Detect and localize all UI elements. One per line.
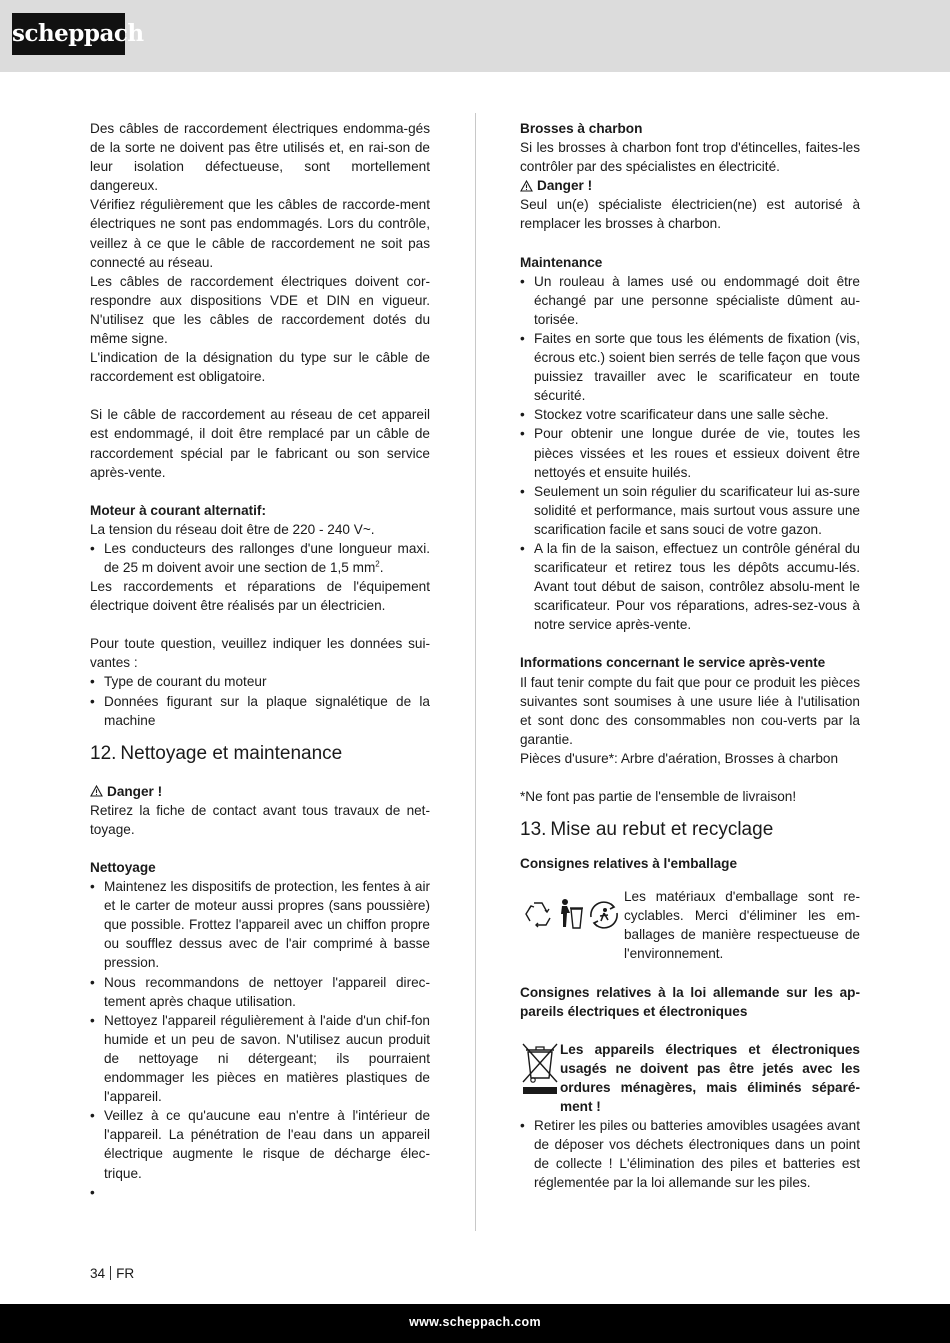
paragraph: Des câbles de raccordement électriques endomma-gés de la sorte ne doivent pas être utilisés et, en rai-son de leur isolation défectueuse, sont mortellement dangereux. — [90, 121, 430, 194]
recycle-icon — [526, 903, 550, 927]
list-item: • Pour obtenir une longue durée de vie, toutes les pièces vissées et les roues et essieux doivent être nettoyés et ensuite huilés. — [520, 424, 860, 481]
weee-text: Les appareils électriques et électroniques usagés ne doivent pas être jetés avec les ordures ménagères, mais éliminés séparé-ment ! — [560, 1041, 860, 1115]
list-item — [90, 1183, 430, 1202]
list-item: • A la fin de la saison, effectuez un contrôle général du scarificateur et retirez tous les dépôts accumu-lés. Avant tout début de saison, contrôlez absolu-ment le scarificateur. Pour vos réparations, adres-sez-vous à notre service après-vente. — [520, 539, 860, 634]
wear-parts: Pièces d'usure*: Arbre d'aération, Brosses à charbon — [520, 750, 839, 766]
list-item: • Un rouleau à lames usé ou endommagé doit être échangé par une personne spécialiste dûment au-torisée. — [520, 272, 860, 329]
recycle-person-icon — [591, 902, 617, 928]
packaging-block — [520, 887, 860, 963]
list-item: • Type de courant du moteur — [90, 672, 430, 691]
list-item: • Maintenez les dispositifs de protection, les fentes à air et le carter de moteur aussi propres (sans poussière) que possible. Frottez l'appareil avec un chiffon propre ou soufflez dessus avec de l'air comprimé à basse pression. — [90, 877, 430, 972]
paragraph: Les câbles de raccordement électriques doivent cor-respondre aux dispositions VDE et DIN en vigueur. N'utilisez que les câbles de raccordement dotés du même signe. — [90, 273, 430, 347]
column-divider — [475, 113, 476, 1231]
section-13-heading: 13. Mise au rebut et recyclage — [520, 819, 774, 841]
maintenance-heading: Maintenance — [520, 254, 603, 270]
paragraph: Si le câble de raccordement au réseau de cet appareil est endommagé, il doit être remplacé par un câble de raccordement spécial par le fabricant ou son service après-vente. — [90, 407, 430, 480]
page-number: 34 — [90, 1266, 106, 1281]
paragraph: Les raccordements et réparations de l'équipement électrique doivent être réalisés par un électricien. — [90, 579, 430, 614]
battery-list — [520, 1116, 860, 1192]
list-item: • Faites en sorte que tous les éléments de fixation (vis, écrous etc.) soient bien serrés de telle façon que vous puissiez travailler avec le scarificateur en toute sécurité. — [520, 329, 860, 405]
language-code: FR — [116, 1266, 135, 1281]
weee-block — [520, 1040, 860, 1116]
paragraph: Il faut tenir compte du fait que pour ce produit les pièces suivantes sont soumises à une usure liée à l'utilisation et sont donc des consommables non cou-verts par la garantie. — [520, 674, 860, 747]
left-column — [90, 119, 430, 1202]
packaging-text: Les matériaux d'emballage sont re-cyclables. Merci d'éliminer les em-ballages de manière respectueuse de l'environnement. — [624, 889, 860, 962]
packaging-heading: Consignes relatives à l'emballage — [520, 856, 738, 872]
right-column — [520, 119, 860, 1193]
not-included-note: *Ne font pas partie de l'ensemble de livraison! — [520, 789, 797, 804]
warning-triangle-icon — [520, 180, 533, 192]
danger-warning: Danger ! — [90, 782, 430, 801]
list-item: • Retirer les piles ou batteries amovibles usagées avant de déposer vos déchets électroniques dans un point de collecte ! L'élimination des piles et batteries est réglementée par la loi allemande sur les piles. — [520, 1116, 860, 1192]
paragraph: Si les brosses à charbon font trop d'étincelles, faites-les contrôler par des spécialistes en électricité. — [520, 140, 860, 175]
list-item: • Nettoyez l'appareil régulièrement à l'aide d'un chif-fon humide et un peu de savon. N'utilisez aucun produit de nettoyage ni détergeant; ils pourraient endommager les pièces en matières plastiques de l'appareil. — [90, 1011, 430, 1106]
maintenance-list — [520, 272, 860, 635]
list-item: • Nous recommandons de nettoyer l'appareil direc-tement après chaque utilisation. — [90, 973, 430, 1011]
scheppach-logo: scheppach — [12, 13, 125, 55]
danger-text: Seul un(e) spécialiste électricien(ne) est autorisé à remplacer les brosses à charbon. — [520, 197, 860, 232]
danger-text: Retirez la fiche de contact avant tous travaux de net-toyage. — [90, 802, 430, 837]
danger-warning: Danger ! — [520, 176, 860, 195]
service-heading: Informations concernant le service après-vente — [520, 655, 826, 671]
page-footer — [90, 1266, 134, 1281]
list-item: • Données figurant sur la plaque signalétique de la machine — [90, 692, 430, 730]
trash-bin-person-icon — [561, 899, 583, 928]
section-12-heading: 12. Nettoyage et maintenance — [90, 742, 343, 764]
brushes-heading: Brosses à charbon — [520, 121, 643, 136]
crossed-bin-icon — [520, 1042, 560, 1100]
list-item: • Seulement un soin régulier du scarificateur lui as-sure solidité et performance, mais surtout vous assure une scarification facile et sans souci de votre gazon. — [520, 482, 860, 539]
motor-voltage: La tension du réseau doit être de 220 - 240 V~. — [90, 521, 375, 537]
cleaning-list — [90, 877, 430, 1202]
recycling-icons — [520, 887, 624, 941]
motor-list — [90, 539, 430, 577]
website-url: www.scheppach.com — [409, 1315, 541, 1329]
warning-triangle-icon — [90, 785, 103, 797]
paragraph: Pour toute question, veuillez indiquer les données sui-vantes : — [90, 636, 430, 671]
cleaning-heading: Nettoyage — [90, 860, 156, 875]
list-item: • Veillez à ce qu'aucune eau n'entre à l'intérieur de l'appareil. La pénétration de l'eau dans un appareil électrique augmente le risque de décharge élec-trique. — [90, 1106, 430, 1182]
motor-heading: Moteur à courant alternatif: — [90, 502, 266, 518]
paragraph: Vérifiez régulièrement que les câbles de raccorde-ment électriques ne sont pas endommagés. Lors du contrôle, veillez à ce que le câble de raccordement ne soit pas connecté au réseau. — [90, 197, 430, 270]
question-list — [90, 672, 430, 729]
list-item: • Les conducteurs des rallonges d'une longueur maxi. de 25 m doivent avoir une section de 1,5 $mm^2$. — [90, 539, 430, 577]
paragraph: L'indication de la désignation du type sur le câble de raccordement est obligatoire. — [90, 350, 430, 385]
law-heading: Consignes relatives à la loi allemande sur les ap-pareils électriques et électroniques — [520, 984, 860, 1019]
list-item: • Stockez votre scarificateur dans une salle sèche. — [520, 405, 860, 424]
